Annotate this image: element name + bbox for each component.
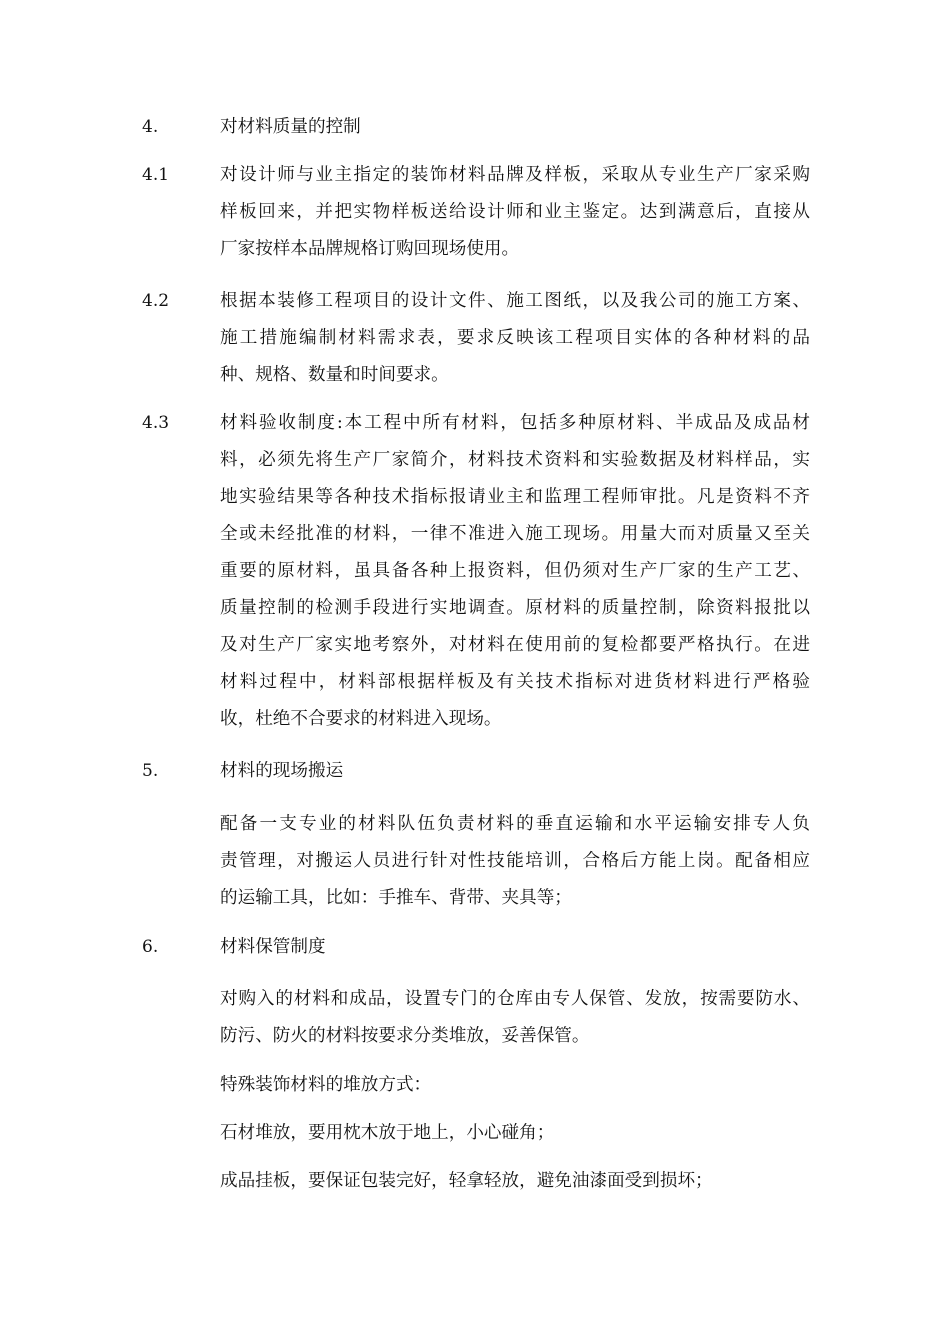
paragraph-line: 的运输工具，比如：手推车、背带、夹具等；: [220, 888, 572, 908]
paragraph-line: 种、规格、数量和时间要求。: [220, 365, 449, 385]
paragraph: [220, 981, 810, 1055]
heading-text: 对材料质量的控制: [220, 117, 361, 137]
paragraph-line: 重要的原材料，虽具备各种上报资料，但仍须对生产厂家的生产工艺、: [220, 561, 810, 581]
paragraph-line: 材料验收制度:本工程中所有材料，包括多种原材料、半成品及成品材: [220, 413, 810, 433]
section-number: 5.: [142, 761, 159, 781]
paragraph: [220, 806, 810, 917]
paragraph-line: 石材堆放，要用枕木放于地上，小心碰角；: [220, 1123, 555, 1143]
paragraph-line: 料，必须先将生产厂家简介，材料技术资料和实验数据及材料样品，实: [220, 450, 810, 470]
paragraph-line: 材料过程中，材料部根据样板及有关技术指标对进货材料进行严格验: [220, 672, 810, 692]
paragraph-line: 防污、防火的材料按要求分类堆放，妥善保管。: [220, 1026, 590, 1046]
section-number: 6.: [142, 937, 159, 957]
paragraph: [220, 1067, 810, 1104]
paragraph: [220, 157, 810, 268]
paragraph-line: 配备一支专业的材料队伍负责材料的垂直运输和水平运输安排专人负: [220, 814, 810, 834]
paragraph: [220, 1115, 810, 1152]
paragraph-line: 对设计师与业主指定的装饰材料品牌及样板，采取从专业生产厂家采购: [220, 165, 810, 185]
paragraph-line: 厂家按样本品牌规格订购回现场使用。: [220, 239, 520, 259]
paragraph-line: 地实验结果等各种技术指标报请业主和监理工程师审批。凡是资料不齐: [220, 487, 810, 507]
section-number: 4.1: [142, 165, 170, 185]
section-heading: [220, 753, 810, 790]
section-number: 4.2: [142, 291, 170, 311]
heading-text: 材料保管制度: [220, 937, 326, 957]
paragraph-line: 施工措施编制材料需求表，要求反映该工程项目实体的各种材料的品: [220, 328, 810, 348]
section-heading: [220, 929, 810, 966]
paragraph-line: 样板回来，并把实物样板送给设计师和业主鉴定。达到满意后，直接从: [220, 202, 810, 222]
section-heading: [220, 109, 810, 146]
paragraph-line: 收，杜绝不合要求的材料进入现场。: [220, 709, 502, 729]
paragraph-line: 根据本装修工程项目的设计文件、施工图纸，以及我公司的施工方案、: [220, 291, 810, 311]
paragraph-line: 及对生产厂家实地考察外，对材料在使用前的复检都要严格执行。在进: [220, 635, 810, 655]
paragraph-line: 全或未经批准的材料，一律不准进入施工现场。用量大而对质量又至关: [220, 524, 810, 544]
section-number: 4.3: [142, 413, 170, 433]
paragraph: [220, 1163, 810, 1200]
section-number: 4.: [142, 117, 159, 137]
paragraph-line: 对购入的材料和成品，设置专门的仓库由专人保管、发放，按需要防水、: [220, 989, 810, 1009]
paragraph: [220, 405, 810, 738]
paragraph-line: 质量控制的检测手段进行实地调查。原材料的质量控制，除资料报批以: [220, 598, 810, 618]
paragraph: [220, 283, 810, 394]
paragraph-line: 责管理，对搬运人员进行针对性技能培训，合格后方能上岗。配备相应: [220, 851, 810, 871]
heading-text: 材料的现场搬运: [220, 761, 344, 781]
paragraph-line: 特殊装饰材料的堆放方式：: [220, 1075, 432, 1095]
paragraph-line: 成品挂板，要保证包装完好，轻拿轻放，避免油漆面受到损坏；: [220, 1171, 713, 1191]
